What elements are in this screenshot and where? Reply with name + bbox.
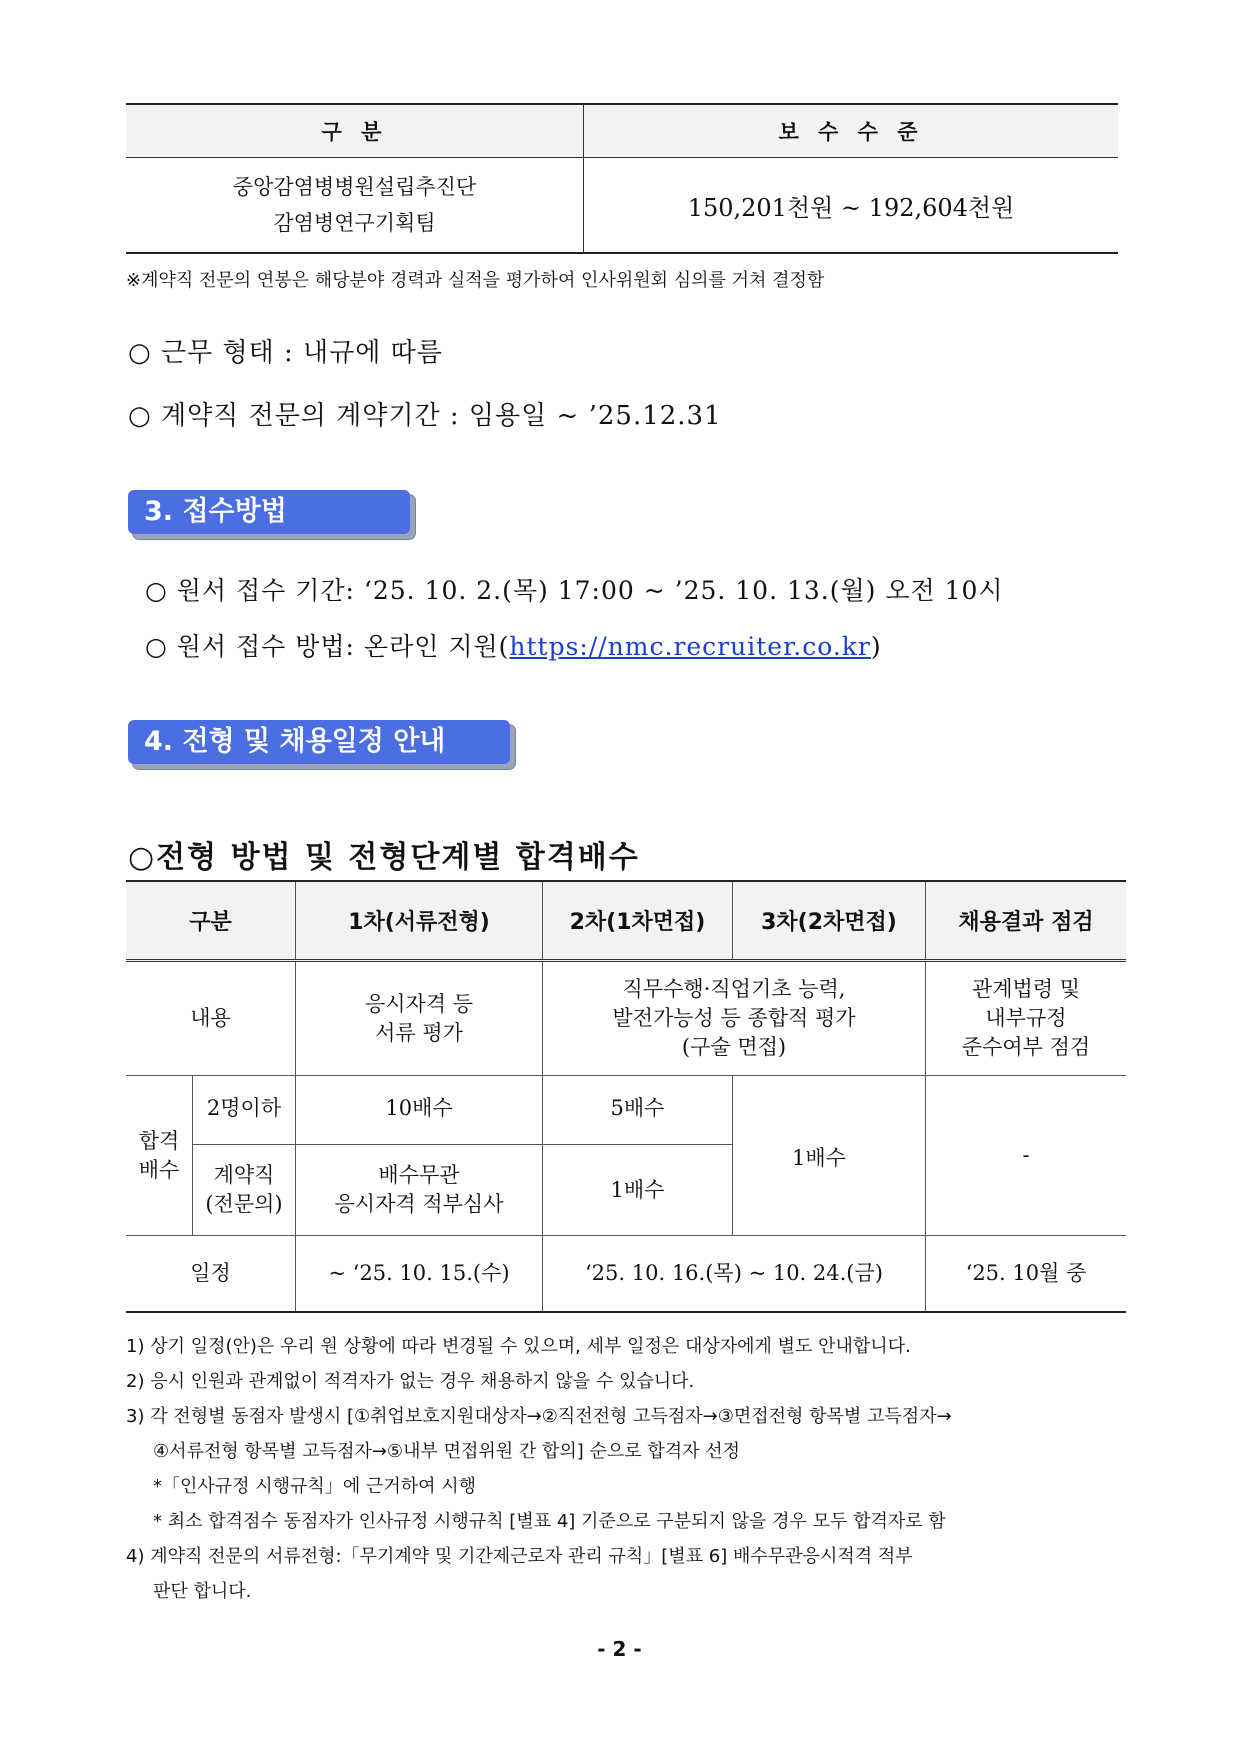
page-number: - 2 - [597, 1637, 642, 1661]
salary-amount: 150,201천원 ~ 192,604천원 [687, 193, 1015, 222]
content-stage1 [296, 961, 543, 1076]
footnote-4a: 4) 계약직 전문의 서류전형:「무기계약 및 기간제근로자 관리 규칙」[별표 6] 배수무관응시적격 적부 [126, 1546, 913, 1567]
footnote-1: 1) 상기 일정(안)은 우리 원 상황에 따라 변경될 수 있으며, 세부 일정은 대상자에게 별도 안내합니다. [126, 1336, 911, 1357]
application-method-prefix: ○ 원서 접수 방법: 온라인 지원( [145, 632, 510, 661]
content-stage1-line1: 응시자격 등 [364, 991, 474, 1016]
application-period: ○ 원서 접수 기간: ‘25. 10. 2.(목) 17:00 ~ ’25. 10. 13.(월) 오전 10시 [145, 576, 1004, 605]
row2-sub-label [193, 1145, 296, 1236]
row1-stage1: 10배수 [296, 1076, 543, 1145]
content-result-check [926, 961, 1127, 1076]
content-label: 내용 [126, 961, 296, 1076]
schedule-label: 일정 [126, 1236, 296, 1312]
application-method-suffix: ) [870, 632, 882, 661]
content-result-line1: 관계법령 및 [971, 977, 1081, 1001]
content-stage1-line2: 서류 평가 [375, 1020, 463, 1045]
schedule-result-check: ‘25. 10월 중 [926, 1236, 1127, 1312]
work-type: ○ 근무 형태 : 내규에 따름 [128, 338, 443, 368]
row2-stage1-line2: 응시자격 적부심사 [334, 1192, 504, 1216]
pass-multiple-label [126, 1076, 193, 1236]
row2-stage1 [296, 1145, 543, 1236]
footnote-3c: *「인사규정 시행규칙」에 근거하여 시행 [153, 1476, 476, 1497]
salary-note: ※계약직 전문의 연봉은 해당분야 경력과 실적을 평가하여 인사위원회 심의를 거쳐 결정함 [126, 270, 825, 291]
footnote-3d: * 최소 합격점수 동점자가 인사규정 시행규칙 [별표 4] 기준으로 구분되지 않을 경우 모두 합격자로 함 [153, 1511, 946, 1532]
header-stage3: 3차(2차면접) [733, 881, 926, 961]
header-result-check: 채용결과 점검 [926, 881, 1127, 961]
content-stage2-line1: 직무수행·직업기초 능력, [622, 977, 846, 1001]
selection-subheading: ○전형 방법 및 전형단계별 합격배수 [128, 840, 640, 875]
salary-org-line1: 중앙감염병병원설립추진단 [232, 175, 477, 199]
content-stage2-3 [543, 961, 926, 1076]
salary-org-cell [126, 158, 584, 254]
header-stage1: 1차(서류전형) [296, 881, 543, 961]
footnote-4b: 판단 합니다. [153, 1581, 252, 1602]
content-stage2-line2: 발전가능성 등 종합적 평가 [612, 1006, 856, 1030]
row2-stage2: 1배수 [543, 1145, 733, 1236]
header-category: 구분 [126, 881, 296, 961]
content-stage2-line3: (구술 면접) [681, 1035, 787, 1059]
header-stage2: 2차(1차면접) [543, 881, 733, 961]
section3-title: 3. 접수방법 [128, 490, 410, 534]
stage3-multiple: 1배수 [723, 1076, 916, 1236]
result-check-multiple: - [926, 1076, 1127, 1236]
content-result-line2: 내부규정 [985, 1006, 1067, 1030]
salary-table [126, 103, 1118, 254]
schedule-table [126, 880, 1126, 1313]
pass-label-line2: 배수 [138, 1157, 180, 1182]
row2-sub-line2: (전문의) [205, 1192, 283, 1216]
schedule-stage2-3: ‘25. 10. 16.(목) ~ 10. 24.(금) [543, 1236, 926, 1312]
salary-header-category: 구 분 [126, 104, 584, 158]
row2-stage1-line1: 배수무관 [378, 1163, 460, 1187]
application-method [145, 627, 882, 663]
salary-header-level: 보 수 수 준 [584, 104, 1119, 158]
footnote-3b: ④서류전형 항목별 고득점자→⑤내부 면접위원 간 합의] 순으로 합격자 선정 [153, 1441, 741, 1462]
recruiter-link[interactable]: https://nmc.recruiter.co.kr [509, 632, 871, 661]
footnote-2: 2) 응시 인원과 관계없이 적격자가 없는 경우 채용하지 않을 수 있습니다. [126, 1371, 695, 1392]
section4-title: 4. 전형 및 채용일정 안내 [128, 720, 510, 764]
content-result-line3: 준수여부 점검 [961, 1035, 1091, 1059]
row2-sub-line1: 계약직 [213, 1163, 275, 1187]
contract-period: ○ 계약직 전문의 계약기간 : 임용일 ~ ’25.12.31 [128, 401, 722, 431]
schedule-stage1: ~ ‘25. 10. 15.(수) [296, 1236, 543, 1312]
salary-org-line2: 감염병연구기획팀 [273, 211, 436, 235]
pass-label-line1: 합격 [138, 1128, 180, 1153]
row1-sub-label: 2명이하 [193, 1076, 296, 1145]
row1-stage2: 5배수 [543, 1076, 733, 1145]
footnote-3a: 3) 각 전형별 동점자 발생시 [①취업보호지원대상자→②직전전형 고득점자→③면접전형 항목별 고득점자→ [126, 1406, 952, 1427]
